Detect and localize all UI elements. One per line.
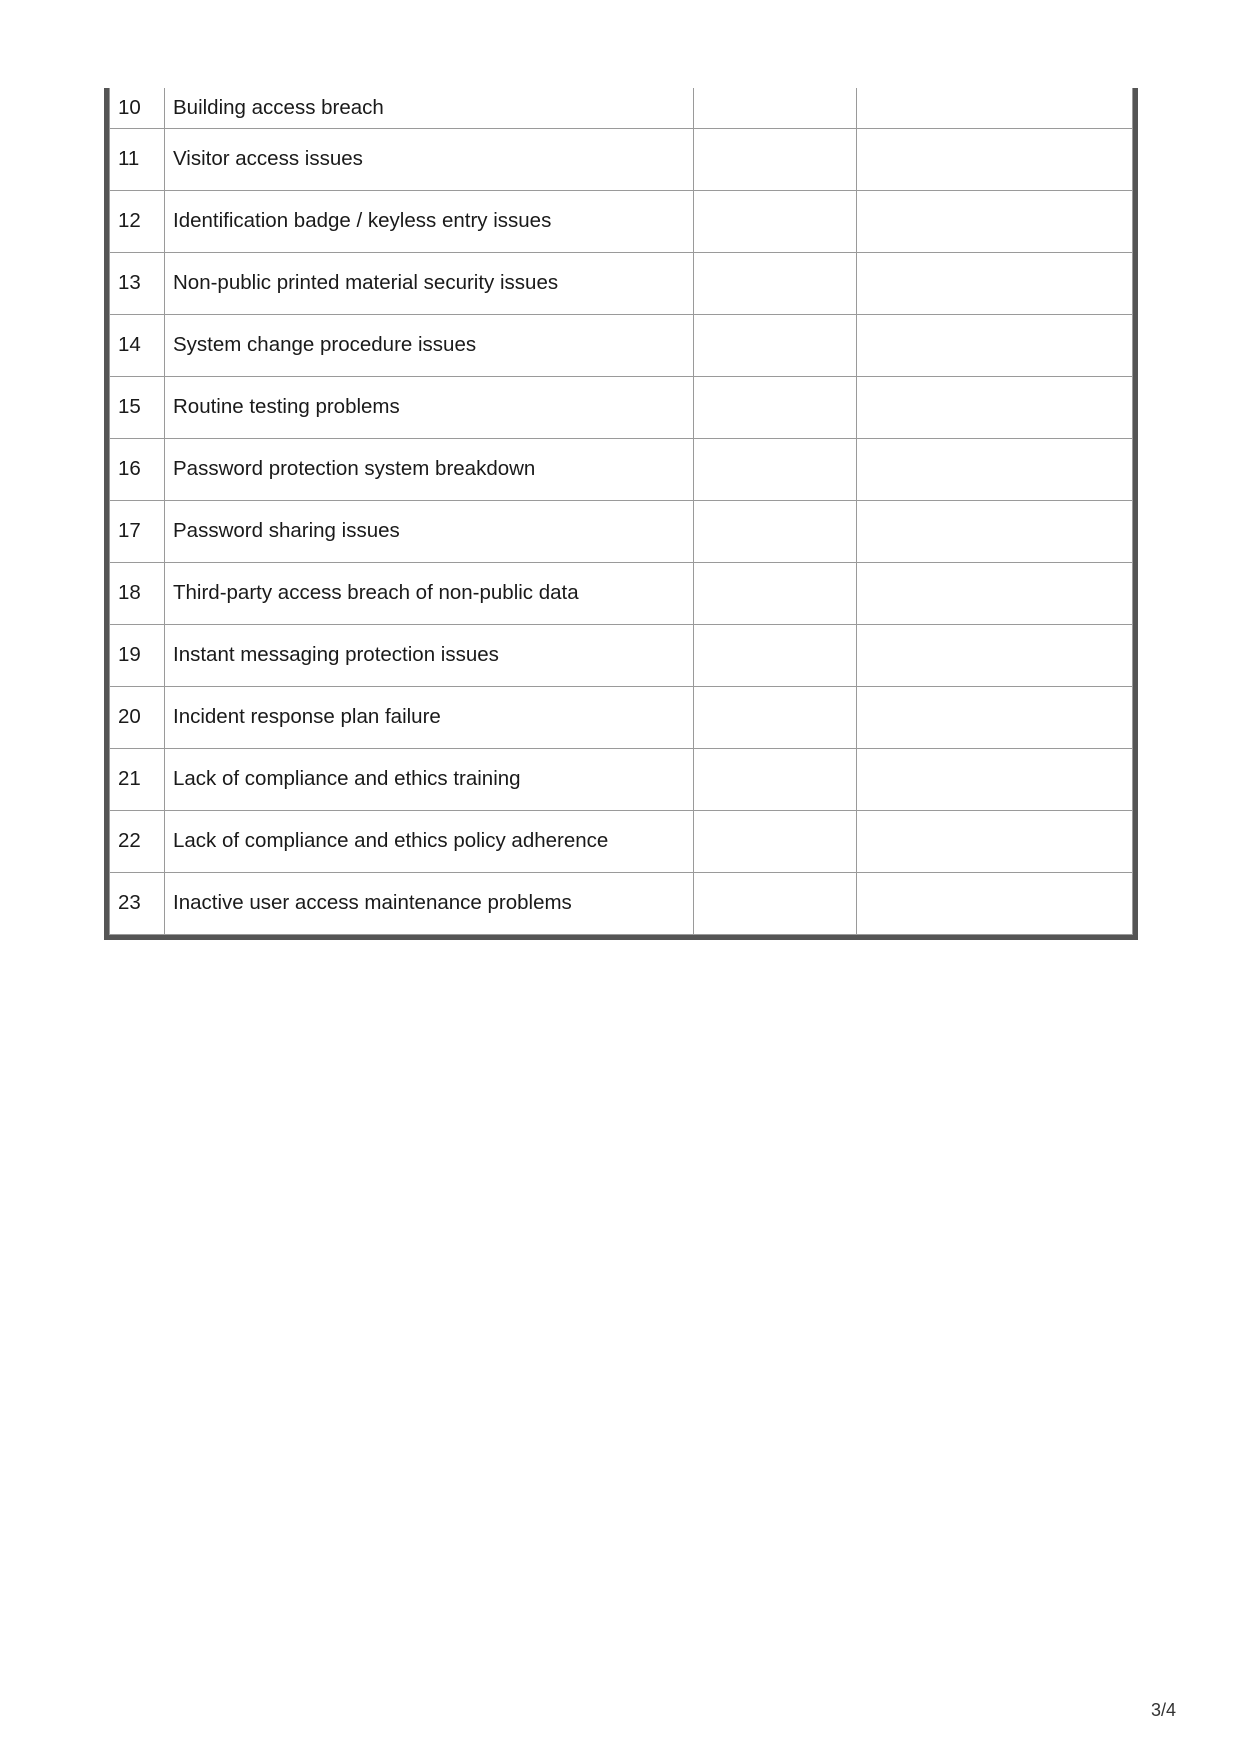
blank-cell-a <box>694 748 857 810</box>
row-number-cell: 17 <box>110 500 165 562</box>
row-number-cell: 16 <box>110 438 165 500</box>
table-row <box>110 872 1133 934</box>
table-row <box>110 190 1133 252</box>
risk-item-cell: Incident response plan failure <box>165 686 694 748</box>
blank-cell-a <box>694 810 857 872</box>
risk-table-body <box>110 88 1133 934</box>
table-row <box>110 314 1133 376</box>
row-number-cell: 13 <box>110 252 165 314</box>
table-row <box>110 128 1133 190</box>
risk-item-cell: Visitor access issues <box>165 128 694 190</box>
page-number: 3/4 <box>1150 1700 1176 1720</box>
row-number-cell: 15 <box>110 376 165 438</box>
table-row <box>110 748 1133 810</box>
blank-cell-a <box>694 314 857 376</box>
risk-item-cell: Password sharing issues <box>165 500 694 562</box>
blank-cell-b <box>857 872 1133 934</box>
blank-cell-a <box>694 128 857 190</box>
blank-cell-a <box>694 686 857 748</box>
row-number-cell: 10 <box>110 88 165 128</box>
blank-cell-b <box>857 810 1133 872</box>
blank-cell-b <box>857 376 1133 438</box>
blank-cell-b <box>857 190 1133 252</box>
blank-cell-a <box>694 252 857 314</box>
row-number-cell: 14 <box>110 314 165 376</box>
table-row <box>110 252 1133 314</box>
risk-item-cell: Lack of compliance and ethics training <box>165 748 694 810</box>
table-row <box>110 376 1133 438</box>
blank-cell-b <box>857 686 1133 748</box>
blank-cell-a <box>694 624 857 686</box>
blank-cell-b <box>857 88 1133 128</box>
risk-item-cell: Password protection system breakdown <box>165 438 694 500</box>
table-row <box>110 810 1133 872</box>
blank-cell-a <box>694 376 857 438</box>
risk-item-cell: Non-public printed material security issues <box>165 252 694 314</box>
blank-cell-a <box>694 438 857 500</box>
risk-item-cell: Building access breach <box>165 88 694 128</box>
table-row <box>110 562 1133 624</box>
risk-item-cell: Inactive user access maintenance problems <box>165 872 694 934</box>
blank-cell-b <box>857 748 1133 810</box>
risk-item-cell: Instant messaging protection issues <box>165 624 694 686</box>
risk-table-container <box>104 88 1138 940</box>
risk-table <box>109 88 1133 935</box>
risk-item-cell: Third-party access breach of non-public data <box>165 562 694 624</box>
row-number-cell: 21 <box>110 748 165 810</box>
risk-item-cell: System change procedure issues <box>165 314 694 376</box>
risk-item-cell: Lack of compliance and ethics policy adherence <box>165 810 694 872</box>
blank-cell-a <box>694 190 857 252</box>
risk-item-cell: Identification badge / keyless entry issues <box>165 190 694 252</box>
blank-cell-b <box>857 562 1133 624</box>
blank-cell-b <box>857 128 1133 190</box>
table-row <box>110 438 1133 500</box>
blank-cell-b <box>857 624 1133 686</box>
blank-cell-a <box>694 500 857 562</box>
risk-item-cell: Routine testing problems <box>165 376 694 438</box>
table-row <box>110 624 1133 686</box>
row-number-cell: 18 <box>110 562 165 624</box>
blank-cell-b <box>857 438 1133 500</box>
blank-cell-a <box>694 562 857 624</box>
blank-cell-b <box>857 314 1133 376</box>
blank-cell-a <box>694 88 857 128</box>
row-number-cell: 22 <box>110 810 165 872</box>
row-number-cell: 12 <box>110 190 165 252</box>
row-number-cell: 20 <box>110 686 165 748</box>
row-number-cell: 11 <box>110 128 165 190</box>
table-row <box>110 500 1133 562</box>
blank-cell-a <box>694 872 857 934</box>
blank-cell-b <box>857 252 1133 314</box>
row-number-cell: 23 <box>110 872 165 934</box>
row-number-cell: 19 <box>110 624 165 686</box>
table-row <box>110 88 1133 128</box>
blank-cell-b <box>857 500 1133 562</box>
table-row <box>110 686 1133 748</box>
